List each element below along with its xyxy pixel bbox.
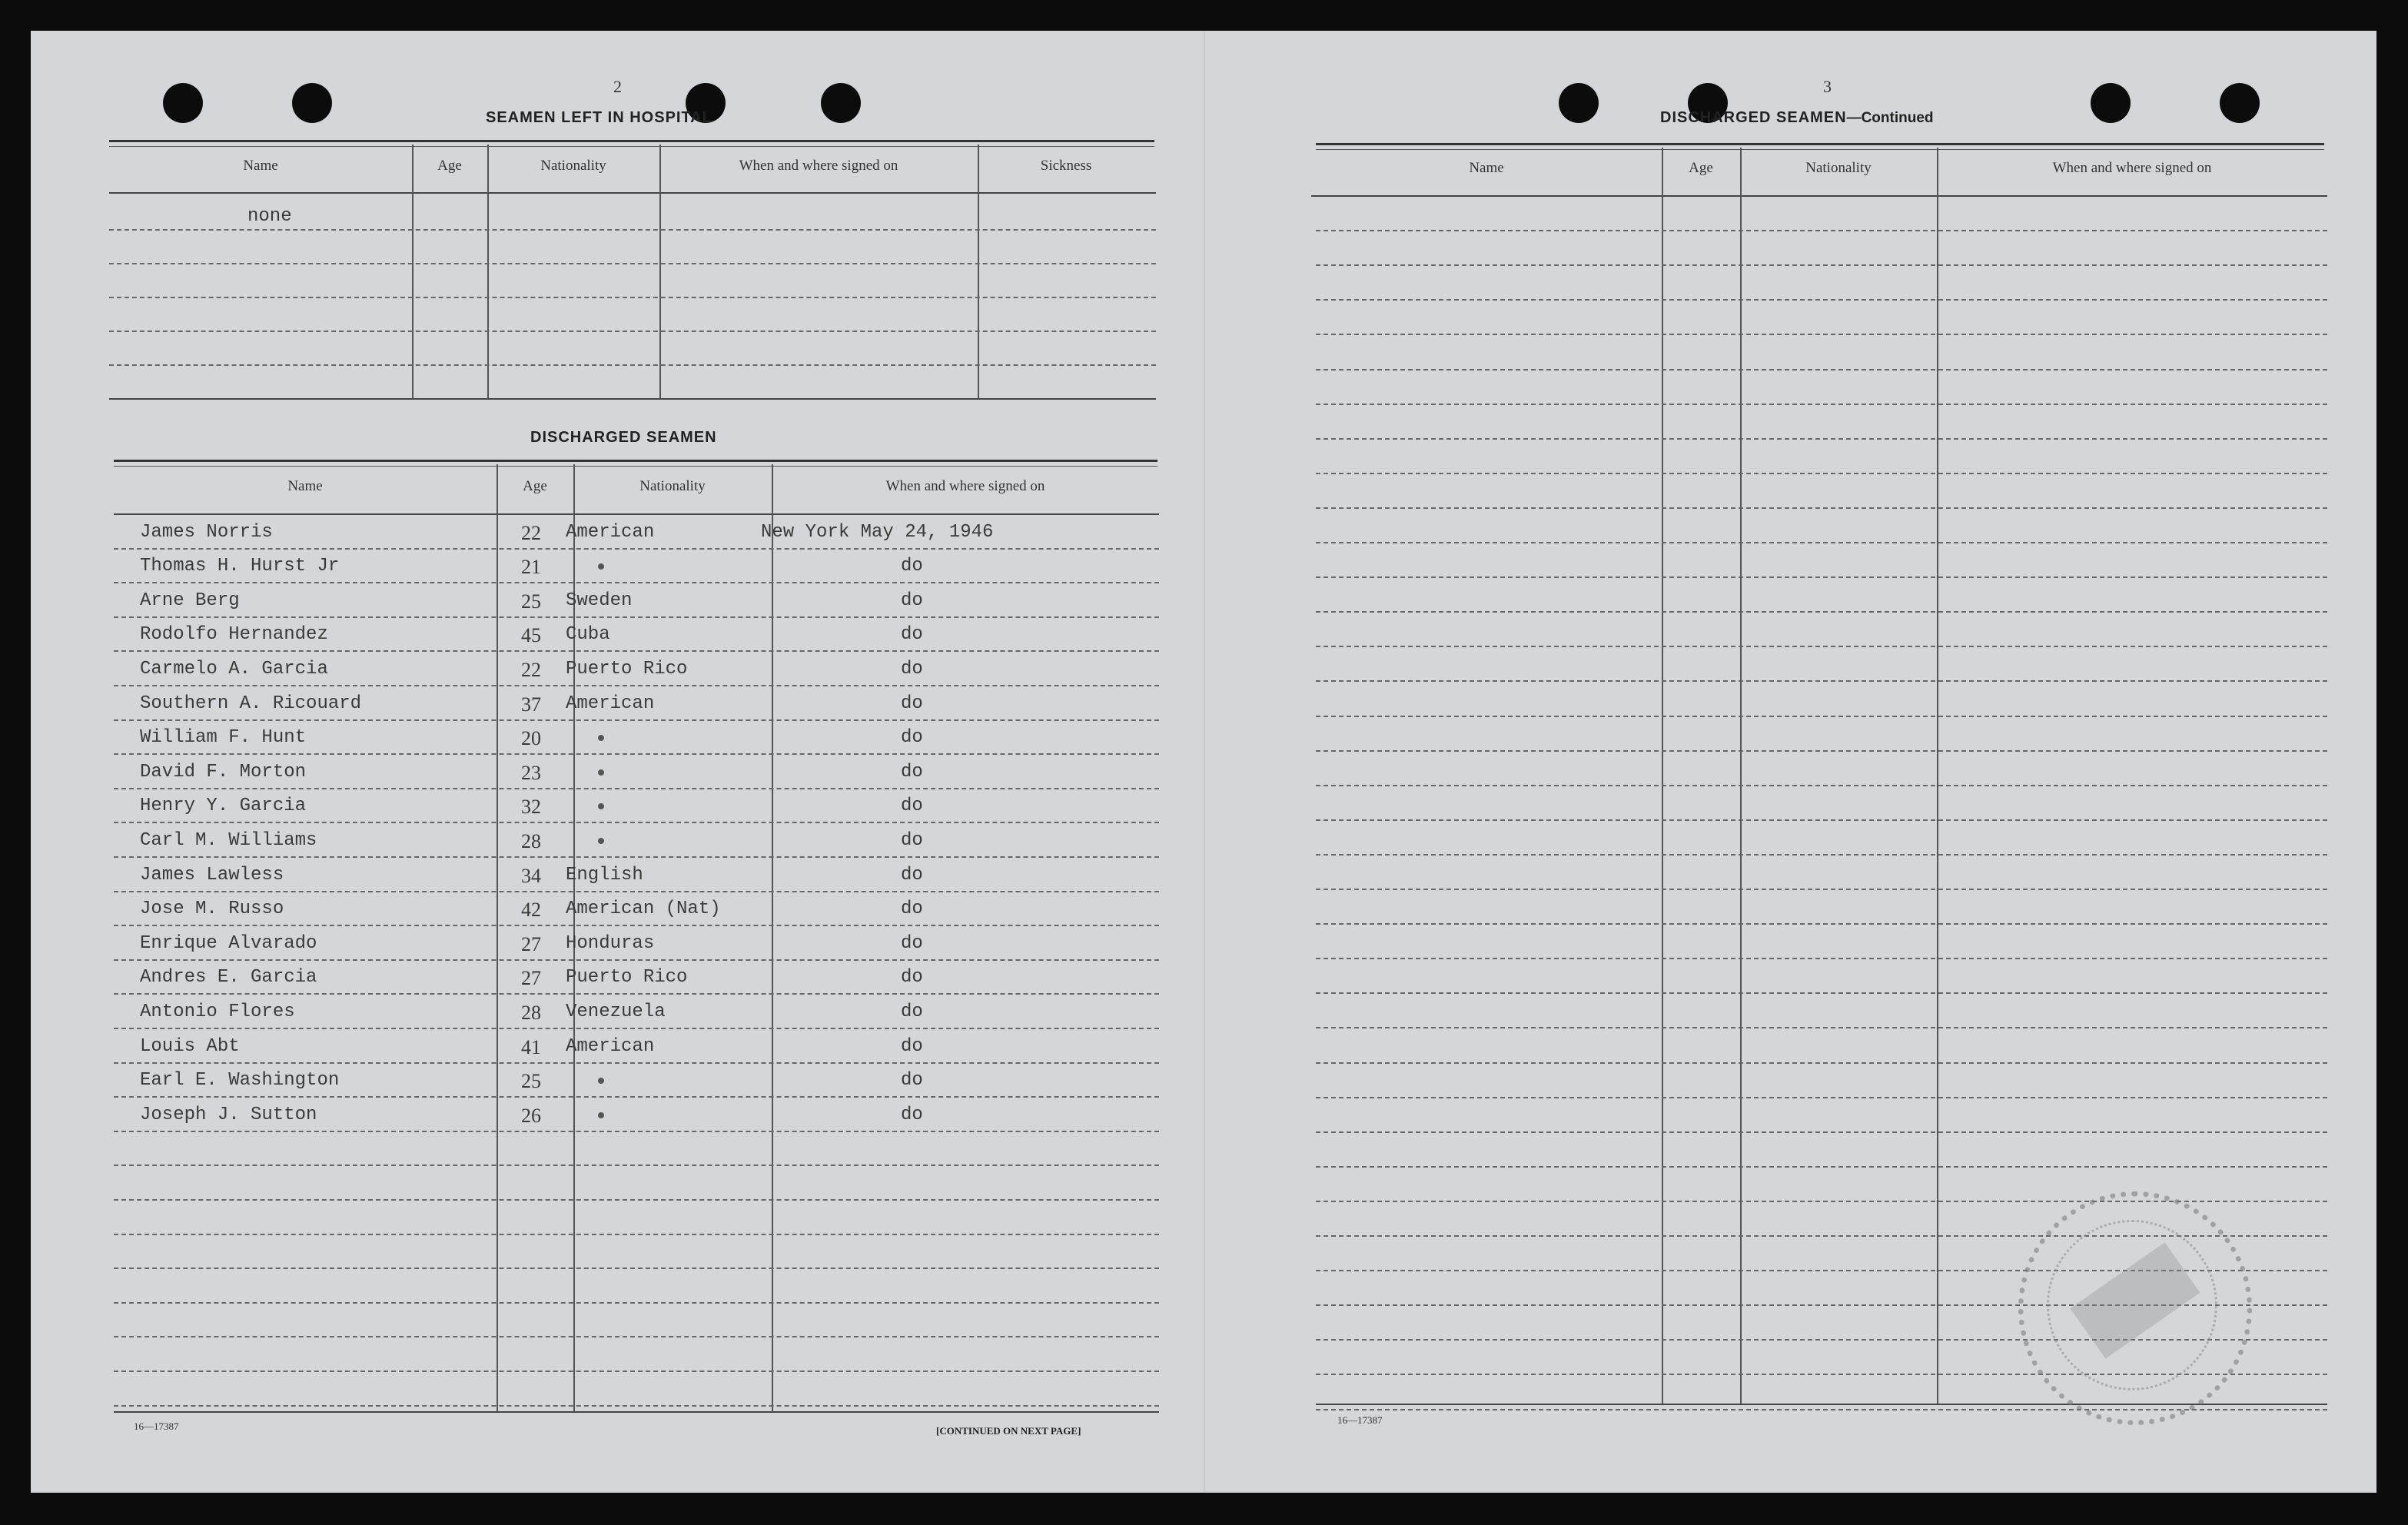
col-header-nationality: Nationality bbox=[540, 158, 606, 174]
col-header-age: Age bbox=[437, 158, 462, 174]
seaman-age: 34 bbox=[521, 865, 541, 887]
ditto-mark bbox=[598, 803, 604, 809]
left-page bbox=[31, 31, 1204, 1493]
seaman-signed-on: do bbox=[901, 796, 923, 816]
seaman-signed-on: do bbox=[901, 967, 923, 988]
seaman-nationality: American bbox=[566, 1036, 655, 1057]
seaman-name: Louis Abt bbox=[140, 1036, 240, 1057]
seaman-age: 25 bbox=[521, 590, 541, 613]
seaman-age: 23 bbox=[521, 762, 541, 784]
ditto-mark bbox=[598, 563, 604, 570]
seaman-signed-on: do bbox=[901, 556, 923, 576]
row-rule bbox=[109, 263, 1156, 264]
col-header-nationality: Nationality bbox=[1805, 160, 1872, 176]
row-rule bbox=[1316, 854, 2327, 856]
row-rule bbox=[114, 1199, 1159, 1201]
seaman-nationality: American (Nat) bbox=[566, 899, 721, 919]
col-header-name: Name bbox=[1469, 160, 1504, 176]
seaman-age: 28 bbox=[521, 830, 541, 852]
form-number: 16—17387 bbox=[134, 1420, 179, 1432]
seaman-signed-on: do bbox=[901, 590, 923, 611]
seaman-age: 27 bbox=[521, 933, 541, 955]
ditto-mark bbox=[598, 1078, 604, 1084]
row-rule bbox=[114, 993, 1159, 995]
col-header-signed-on: When and where signed on bbox=[2052, 160, 2212, 176]
row-rule bbox=[1316, 1097, 2327, 1098]
section-title bbox=[1660, 109, 1934, 127]
continued-note: [CONTINUED ON NEXT PAGE] bbox=[936, 1425, 1081, 1437]
row-rule bbox=[114, 719, 1159, 721]
seaman-name: Thomas H. Hurst Jr bbox=[140, 556, 340, 576]
row-rule bbox=[109, 364, 1156, 366]
seaman-name: David F. Morton bbox=[140, 762, 307, 782]
col-header-nationality: Nationality bbox=[639, 478, 706, 494]
seaman-signed-on: do bbox=[901, 624, 923, 645]
row-rule bbox=[1316, 992, 2327, 994]
punch-hole bbox=[1559, 83, 1599, 123]
seaman-nationality: Cuba bbox=[566, 624, 610, 645]
row-rule bbox=[114, 959, 1159, 961]
row-rule bbox=[1316, 230, 2327, 231]
seaman-signed-on: do bbox=[901, 899, 923, 919]
row-rule bbox=[1316, 819, 2327, 821]
seaman-age: 22 bbox=[521, 522, 541, 544]
seaman-name: James Lawless bbox=[140, 865, 284, 885]
seaman-signed-on: do bbox=[901, 1070, 923, 1091]
row-rule bbox=[1316, 646, 2327, 647]
row-rule bbox=[114, 822, 1159, 823]
seaman-nationality: American bbox=[566, 522, 655, 543]
row-rule bbox=[1316, 507, 2327, 509]
row-rule bbox=[114, 1302, 1159, 1304]
row-rule bbox=[1316, 438, 2327, 440]
row-rule bbox=[114, 1234, 1159, 1235]
seaman-signed-on: do bbox=[901, 933, 923, 954]
seaman-signed-on: do bbox=[901, 693, 923, 714]
row-rule bbox=[1316, 369, 2327, 370]
row-rule bbox=[114, 1405, 1159, 1407]
seaman-age: 26 bbox=[521, 1105, 541, 1127]
header-rule bbox=[109, 192, 1156, 194]
seaman-age: 21 bbox=[521, 556, 541, 578]
row-rule bbox=[1316, 716, 2327, 717]
seaman-signed-on: do bbox=[901, 659, 923, 679]
row-rule bbox=[114, 1268, 1159, 1269]
row-rule bbox=[1316, 264, 2327, 266]
row-rule bbox=[1316, 404, 2327, 405]
row-rule bbox=[114, 1165, 1159, 1166]
row-rule bbox=[1316, 542, 2327, 543]
seaman-age: 25 bbox=[521, 1070, 541, 1092]
row-rule bbox=[1316, 611, 2327, 613]
row-rule bbox=[114, 685, 1159, 686]
column-divider bbox=[412, 145, 414, 398]
row-rule bbox=[109, 229, 1156, 231]
document-sheet bbox=[31, 31, 2376, 1493]
seaman-name: Arne Berg bbox=[140, 590, 240, 611]
table-bottom-rule bbox=[114, 1411, 1159, 1413]
row-rule bbox=[114, 1131, 1159, 1132]
seaman-nationality: Honduras bbox=[566, 933, 655, 954]
row-rule bbox=[1316, 750, 2327, 752]
col-header-name: Name bbox=[243, 158, 278, 174]
row-rule bbox=[1316, 958, 2327, 959]
table-top-rule bbox=[109, 140, 1154, 147]
seaman-name: Rodolfo Hernandez bbox=[140, 624, 328, 645]
row-rule bbox=[1316, 334, 2327, 335]
table-top-rule bbox=[1316, 143, 2324, 150]
seaman-name: Joseph J. Sutton bbox=[140, 1105, 317, 1125]
seaman-signed-on: do bbox=[901, 830, 923, 851]
seaman-age: 28 bbox=[521, 1002, 541, 1024]
seaman-age: 41 bbox=[521, 1036, 541, 1058]
header-rule bbox=[114, 513, 1159, 515]
col-header-age: Age bbox=[523, 478, 547, 494]
ditto-mark bbox=[598, 838, 604, 844]
row-rule bbox=[114, 856, 1159, 858]
row-rule bbox=[114, 582, 1159, 583]
row-rule bbox=[114, 925, 1159, 926]
row-rule bbox=[1316, 576, 2327, 578]
seaman-name: Henry Y. Garcia bbox=[140, 796, 307, 816]
row-rule bbox=[109, 331, 1156, 332]
seaman-name: William F. Hunt bbox=[140, 727, 307, 748]
discharged-section-title: DISCHARGED SEAMEN bbox=[530, 429, 717, 446]
col-header-age: Age bbox=[1689, 160, 1713, 176]
row-rule bbox=[1316, 1166, 2327, 1168]
row-rule bbox=[114, 753, 1159, 755]
seaman-nationality: American bbox=[566, 693, 655, 714]
row-rule bbox=[1316, 299, 2327, 301]
punch-hole bbox=[163, 83, 203, 123]
header-rule bbox=[1311, 195, 2327, 197]
row-rule bbox=[1316, 1131, 2327, 1133]
ditto-mark bbox=[598, 735, 604, 741]
row-rule bbox=[114, 548, 1159, 550]
row-rule bbox=[114, 1371, 1159, 1372]
seaman-name: Southern A. Ricouard bbox=[140, 693, 362, 714]
seaman-name: Andres E. Garcia bbox=[140, 967, 317, 988]
seaman-signed-on: do bbox=[901, 1002, 923, 1022]
customs-stamp bbox=[2018, 1191, 2252, 1425]
punch-hole bbox=[821, 83, 861, 123]
seaman-signed-on: do bbox=[901, 727, 923, 748]
seaman-name: Enrique Alvarado bbox=[140, 933, 317, 954]
page-number: 2 bbox=[613, 77, 622, 96]
seaman-signed-on: New York May 24, 1946 bbox=[761, 522, 994, 543]
punch-hole bbox=[292, 83, 332, 123]
col-header-name: Name bbox=[287, 478, 323, 494]
hospital-section-title: SEAMEN LEFT IN HOSPITAL bbox=[486, 109, 712, 126]
column-divider bbox=[1740, 148, 1742, 1405]
col-header-signed-on: When and where signed on bbox=[885, 478, 1045, 494]
column-divider bbox=[1937, 148, 1938, 1405]
seaman-name: Carmelo A. Garcia bbox=[140, 659, 328, 679]
row-rule bbox=[1316, 923, 2327, 925]
column-divider bbox=[1662, 148, 1663, 1405]
row-rule bbox=[1316, 889, 2327, 890]
column-divider bbox=[978, 145, 979, 398]
seaman-nationality: English bbox=[566, 865, 643, 885]
seaman-nationality: Venezuela bbox=[566, 1002, 666, 1022]
row-rule bbox=[114, 1096, 1159, 1098]
row-rule bbox=[1316, 1027, 2327, 1028]
form-number: 16—17387 bbox=[1337, 1414, 1383, 1426]
right-page bbox=[1204, 31, 2376, 1493]
seaman-nationality: Puerto Rico bbox=[566, 659, 688, 679]
column-divider bbox=[659, 145, 661, 398]
section-title-sub: —Continued bbox=[1846, 110, 1934, 126]
section-title-main: DISCHARGED SEAMEN bbox=[1660, 109, 1847, 126]
seaman-age: 27 bbox=[521, 967, 541, 989]
seaman-age: 37 bbox=[521, 693, 541, 716]
hospital-entry: none bbox=[247, 206, 292, 227]
seaman-age: 22 bbox=[521, 659, 541, 681]
seaman-signed-on: do bbox=[901, 1036, 923, 1057]
row-rule bbox=[114, 1028, 1159, 1029]
row-rule bbox=[109, 297, 1156, 298]
seaman-name: Jose M. Russo bbox=[140, 899, 284, 919]
ditto-mark bbox=[598, 1112, 604, 1118]
row-rule bbox=[1316, 1062, 2327, 1064]
seaman-nationality: Sweden bbox=[566, 590, 633, 611]
seaman-name: James Norris bbox=[140, 522, 273, 543]
row-rule bbox=[114, 650, 1159, 652]
page-number: 3 bbox=[1823, 77, 1832, 96]
column-divider bbox=[497, 464, 498, 1411]
seaman-signed-on: do bbox=[901, 865, 923, 885]
row-rule bbox=[114, 891, 1159, 892]
seaman-nationality: Puerto Rico bbox=[566, 967, 688, 988]
seaman-signed-on: do bbox=[901, 1105, 923, 1125]
column-divider bbox=[487, 145, 489, 398]
row-rule bbox=[1316, 473, 2327, 474]
row-rule bbox=[114, 616, 1159, 618]
row-rule bbox=[114, 1336, 1159, 1337]
row-rule bbox=[114, 1062, 1159, 1064]
seaman-age: 45 bbox=[521, 624, 541, 646]
punch-hole bbox=[2220, 83, 2260, 123]
seaman-age: 42 bbox=[521, 899, 541, 921]
column-divider bbox=[772, 464, 773, 1411]
row-rule bbox=[1316, 785, 2327, 786]
seaman-signed-on: do bbox=[901, 762, 923, 782]
seaman-name: Earl E. Washington bbox=[140, 1070, 340, 1091]
seaman-name: Antonio Flores bbox=[140, 1002, 295, 1022]
col-header-signed-on: When and where signed on bbox=[739, 158, 898, 174]
col-header-sickness: Sickness bbox=[1040, 158, 1092, 174]
seaman-age: 20 bbox=[521, 727, 541, 749]
table-bottom-rule bbox=[109, 398, 1156, 400]
seaman-name: Carl M. Williams bbox=[140, 830, 317, 851]
punch-hole bbox=[2091, 83, 2131, 123]
row-rule bbox=[1316, 680, 2327, 682]
seaman-age: 32 bbox=[521, 796, 541, 818]
ditto-mark bbox=[598, 769, 604, 776]
row-rule bbox=[114, 788, 1159, 789]
table-top-rule bbox=[114, 460, 1158, 467]
